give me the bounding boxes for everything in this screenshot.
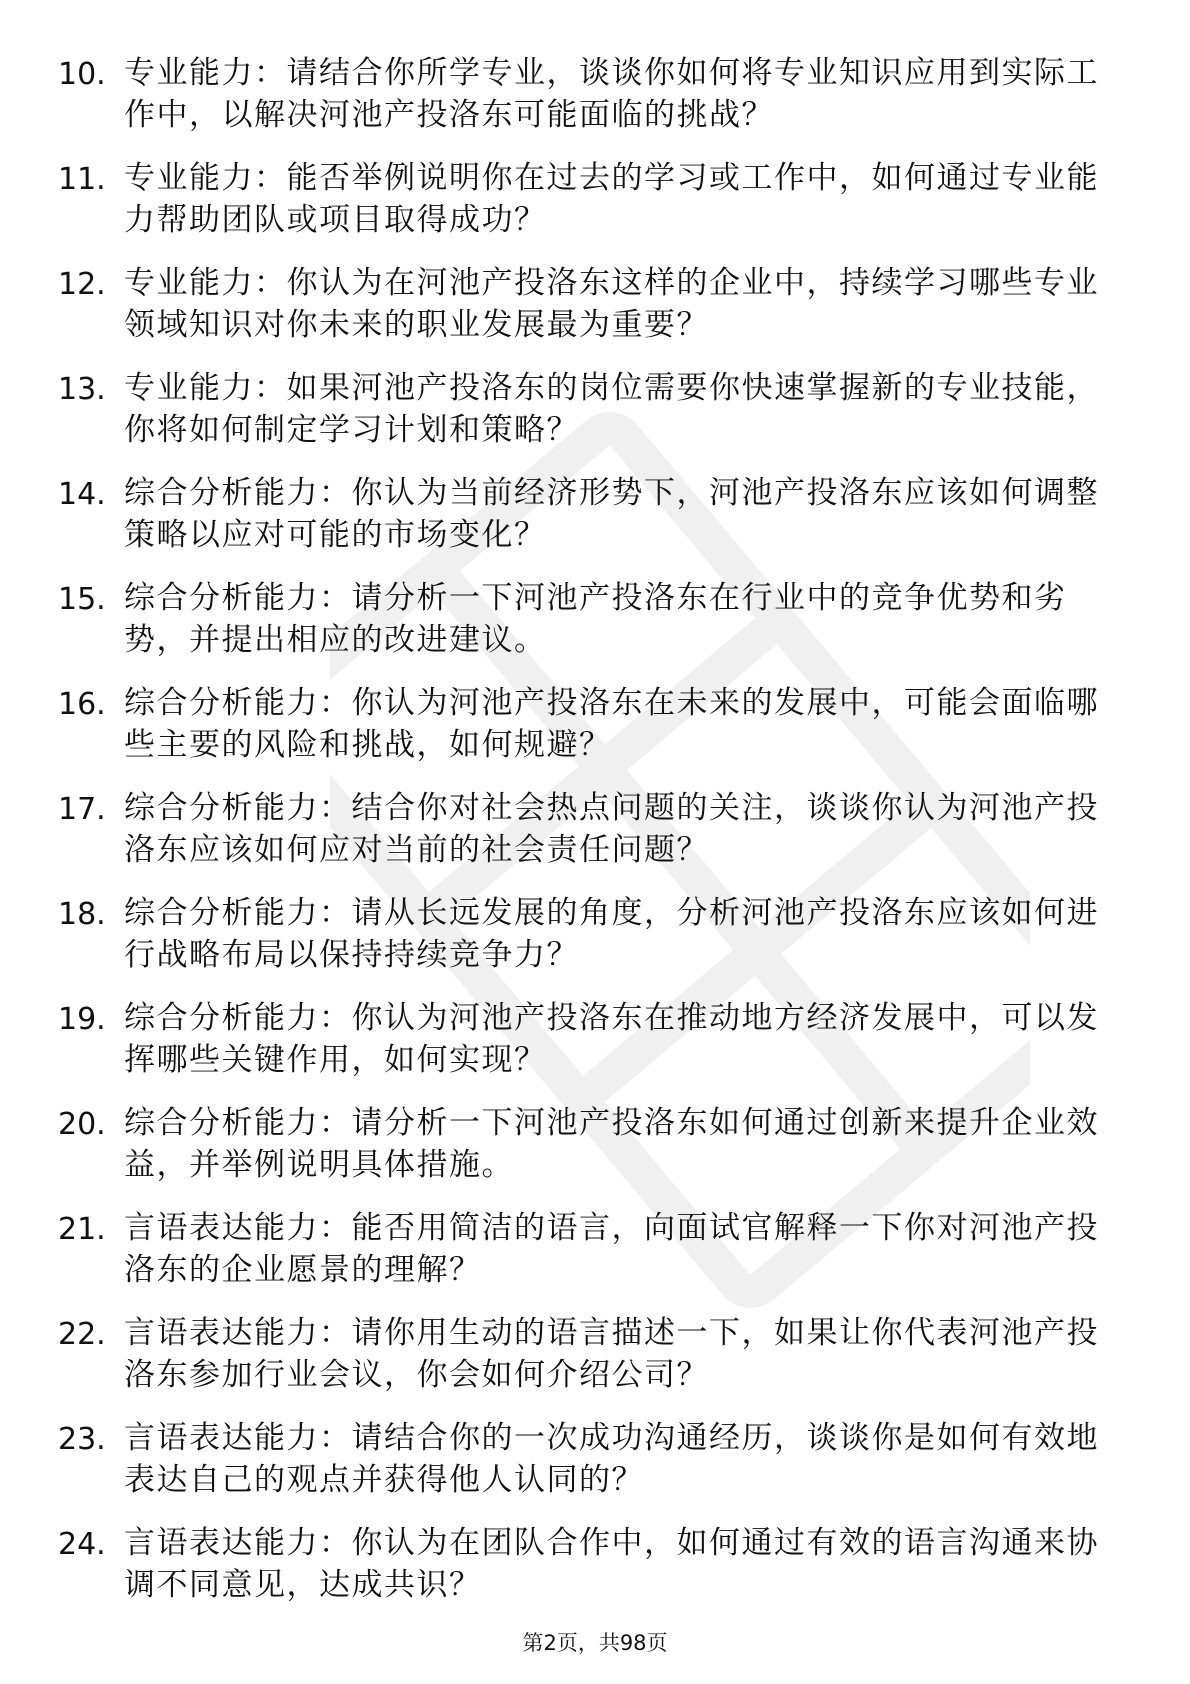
question-text: 言语表达能力：请你用生动的语言描述一下，如果让你代表河池产投洛东参加行业会议，你会如何介绍公司？ (124, 1315, 1099, 1393)
question-number: 12. (58, 267, 106, 302)
question-text: 专业能力：你认为在河池产投洛东这样的企业中，持续学习哪些专业领域知识对你未来的职业发展最为重要？ (124, 265, 1099, 343)
question-text: 综合分析能力：你认为当前经济形势下，河池产投洛东应该如何调整策略以应对可能的市场变化？ (124, 475, 1099, 553)
question-number: 18. (58, 897, 106, 932)
question-text: 综合分析能力：请分析一下河池产投洛东如何通过创新来提升企业效益，并举例说明具体措施。 (124, 1105, 1099, 1183)
question-item (58, 892, 1118, 997)
question-number: 23. (58, 1422, 106, 1457)
question-number: 11. (58, 162, 106, 197)
question-item (58, 682, 1118, 787)
question-number: 13. (58, 372, 106, 407)
question-text: 专业能力：如果河池产投洛东的岗位需要你快速掌握新的专业技能，你将如何制定学习计划和策略？ (124, 370, 1099, 448)
question-item (58, 367, 1118, 472)
question-item (58, 577, 1118, 682)
question-item (58, 157, 1118, 262)
question-number: 21. (58, 1212, 106, 1247)
question-list (58, 52, 1118, 1627)
question-text: 综合分析能力：请分析一下河池产投洛东在行业中的竞争优势和劣势，并提出相应的改进建议。 (124, 580, 1067, 658)
question-number: 19. (58, 1002, 106, 1037)
question-item (58, 1312, 1118, 1417)
question-number: 16. (58, 687, 106, 722)
page-number-footer: 第2页，共98页 (522, 1631, 668, 1655)
question-number: 20. (58, 1107, 106, 1142)
question-item (58, 1207, 1118, 1312)
question-item (58, 1417, 1118, 1522)
question-number: 14. (58, 477, 106, 512)
question-text: 言语表达能力：请结合你的一次成功沟通经历，谈谈你是如何有效地表达自己的观点并获得他人认同的？ (124, 1420, 1099, 1498)
question-number: 10. (58, 57, 106, 92)
question-number: 15. (58, 582, 106, 617)
question-text: 综合分析能力：你认为河池产投洛东在推动地方经济发展中，可以发挥哪些关键作用，如何实现？ (124, 1000, 1099, 1078)
question-text: 言语表达能力：能否用简洁的语言，向面试官解释一下你对河池产投洛东的企业愿景的理解？ (124, 1210, 1099, 1288)
question-text: 综合分析能力：请从长远发展的角度，分析河池产投洛东应该如何进行战略布局以保持持续竞争力？ (124, 895, 1099, 973)
question-text: 言语表达能力：你认为在团队合作中，如何通过有效的语言沟通来协调不同意见，达成共识？ (124, 1525, 1099, 1603)
question-item (58, 787, 1118, 892)
question-text: 专业能力：能否举例说明你在过去的学习或工作中，如何通过专业能力帮助团队或项目取得成功？ (124, 160, 1099, 238)
question-item (58, 997, 1118, 1102)
question-text: 专业能力：请结合你所学专业，谈谈你如何将专业知识应用到实际工作中，以解决河池产投洛东可能面临的挑战？ (124, 55, 1099, 133)
question-text: 综合分析能力：你认为河池产投洛东在未来的发展中，可能会面临哪些主要的风险和挑战，如何规避？ (124, 685, 1099, 763)
question-number: 22. (58, 1317, 106, 1352)
question-text: 综合分析能力：结合你对社会热点问题的关注，谈谈你认为河池产投洛东应该如何应对当前的社会责任问题？ (124, 790, 1099, 868)
question-number: 24. (58, 1527, 106, 1562)
question-item (58, 1522, 1118, 1627)
question-number: 17. (58, 792, 106, 827)
question-item (58, 1102, 1118, 1207)
question-item (58, 52, 1118, 157)
question-item (58, 262, 1118, 367)
question-item (58, 472, 1118, 577)
